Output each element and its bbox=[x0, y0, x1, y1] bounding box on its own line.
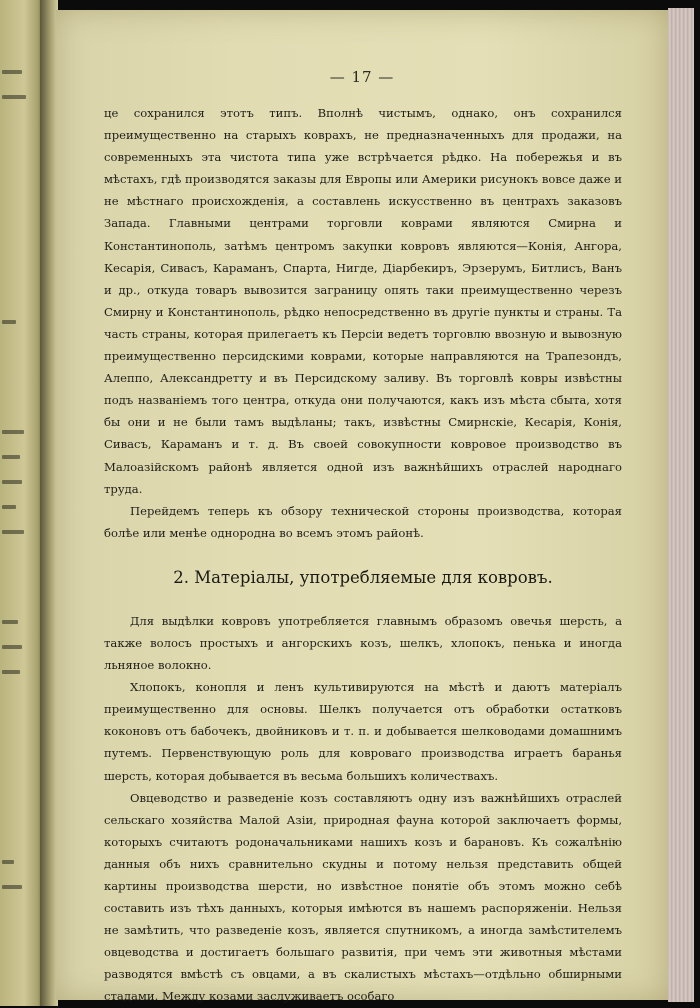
left-page-text-fragment bbox=[2, 95, 26, 99]
left-page-text-fragment bbox=[2, 530, 24, 534]
left-page-text-fragment bbox=[2, 430, 24, 434]
left-page-text-fragment bbox=[2, 860, 14, 864]
left-page-text-fragment bbox=[2, 645, 22, 649]
left-page-edge bbox=[0, 0, 44, 1006]
page-stack-edge bbox=[668, 8, 694, 1002]
left-page-text-fragment bbox=[2, 505, 16, 509]
left-page-text-fragment bbox=[2, 70, 22, 74]
section-heading: 2. Матеріалы, употребляемые для ковровъ. bbox=[173, 567, 553, 587]
paragraph: Перейдемъ теперь къ обзору технической стороны производства, которая болѣе или менѣе однородна во всемъ этомъ районѣ. bbox=[104, 503, 622, 540]
left-page-text-fragment bbox=[2, 320, 16, 324]
left-page-text-fragment bbox=[2, 480, 22, 484]
paragraph: це сохранился этотъ типъ. Вполнѣ чистымъ, однако, онъ сохранился преимущественно на старыхъ коврахъ, не предназначенныхъ для продажи, на современныхъ эта чистота типа уже встрѣчается рѣдко. На побережья и въ мѣстахъ, гдѣ производятся заказы для Европы или Америки рисунокъ вовсе даже и не мѣстнаго происхожденія, а составлень искусственно въ центрахъ заказовъ Запада. Главными центрами торговли коврами являются Смирна и Константинополь, затѣмъ центромъ закупки ковровъ являются—Конія, Ангора, Кесарія, Сивасъ, Караманъ, Спарта, Нигде, Діарбекиръ, Эрзерумъ, Битлисъ, Ванъ и др., откуда товаръ вывозится заграницу опять таки преимущественно черезъ Смирну и Константинополь, рѣдко непосредственно въ другіе пункты и страны. Та часть страны, которая прилегаетъ къ Персіи ведетъ торговлю ввозную и вывозную преимущественно персидскими коврами, которые направляются на Трапезондъ, Алеппо, Александретту и въ Персидскому заливу. Въ торговлѣ ковры извѣстны подъ названіемъ того центра, откуда они получаются, какъ изъ мѣста сбыта, хотя бы они и не были тамъ выдѣланы; такъ, извѣстны Смирнскіе, Кесарія, Конія, Сивасъ, Караманъ и т. д. Въ своей совокупности ковровое производство въ Малоазійскомъ районѣ является одной изъ важнѣйшихъ отраслей народнаго труда. bbox=[104, 106, 622, 496]
paragraph: Для выдѣлки ковровъ употребляется главнымъ образомъ овечья шерсть, а также волосъ простыхъ и ангорскихъ козъ, шелкъ, хлопокъ, пенька и иногда льняное волокно. bbox=[104, 613, 622, 673]
book-page bbox=[56, 10, 668, 1004]
left-page-text-fragment bbox=[2, 885, 22, 889]
left-page-text-fragment bbox=[2, 455, 20, 459]
left-page-text-fragment bbox=[2, 620, 18, 624]
page-body bbox=[104, 102, 622, 1008]
page-number: — 17 — bbox=[329, 68, 395, 86]
paragraph: Овцеводство и разведеніе козъ составляютъ одну изъ важнѣйшихъ отраслей сельскаго хозяйства Малой Азіи, природная фауна которой заключаетъ формы, которыхъ считаютъ родоначальниками нашихъ козъ и барановъ. Къ сожалѣнію данныя объ нихъ сравнительно скудны и потому нельзя представить общей картины производства шерсти, но извѣстное понятіе объ этомъ можно себѣ составить изъ тѣхъ данныхъ, которыя имѣются въ нашемъ распоряженіи. Нельзя не замѣтить, что разведеніе козъ, является спутникомъ, а иногда замѣстителемъ овцеводства и достигаетъ большаго развитія, при чемъ эти животныя мѣстами разводятся вмѣстѣ съ овцами, а въ скалистыхъ мѣстахъ—отдѣльно обширными стадами. Между козами заслуживаетъ особаго bbox=[104, 790, 622, 1004]
paragraph: Хлопокъ, конопля и ленъ культивируются на мѣстѣ и даютъ матеріалъ преимущественно для основы. Шелкъ получается отъ обработки остатковъ коконовъ отъ бабочекъ, двойниковъ и т. п. и добывается шелководами домашнимъ путемъ. Первенствующую роль для ковроваго производства играетъ баранья шерсть, которая добывается въ весьма большихъ количествахъ. bbox=[104, 680, 622, 783]
left-page-text-fragment bbox=[2, 670, 20, 674]
